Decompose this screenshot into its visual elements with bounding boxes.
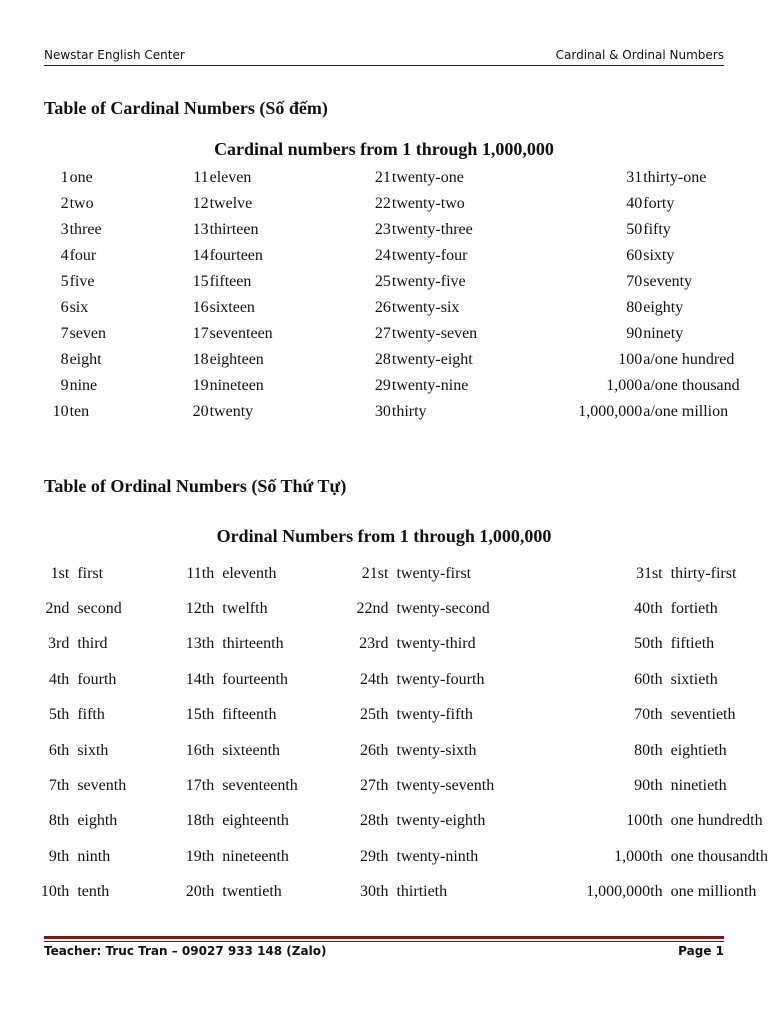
ordinal-word: tenth	[77, 883, 110, 901]
ordinal-number: 28th	[360, 812, 389, 830]
cardinal-number: 1	[60, 169, 69, 186]
cardinal-number: 30	[374, 403, 391, 420]
cardinal-number: 7	[60, 325, 69, 342]
ordinal-word: ninth	[77, 847, 111, 865]
ordinal-number: 29th	[360, 847, 389, 865]
ordinal-number: 14th	[185, 670, 215, 688]
cardinal-row	[0, 295, 768, 321]
cardinal-row	[0, 373, 768, 399]
cardinal-word: twenty-four	[391, 247, 468, 264]
ordinal-word: twenty-second	[396, 600, 490, 618]
ordinal-number: 5th	[48, 706, 70, 724]
cardinal-number: 10	[52, 403, 69, 420]
cardinal-row	[0, 217, 768, 243]
ordinal-word: second	[77, 600, 122, 618]
ordinal-number: 2nd	[45, 600, 70, 618]
ordinal-number: 40th	[634, 600, 663, 618]
ordinal-number: 50th	[634, 635, 663, 653]
ordinal-number: 1,000,000th	[586, 883, 663, 901]
ordinal-number: 26th	[360, 741, 389, 759]
cardinal-word: twenty-eight	[391, 351, 473, 368]
footer-page-number: Page 1	[678, 944, 724, 958]
ordinal-word: seventieth	[670, 706, 736, 724]
cardinal-number: 4	[60, 247, 69, 264]
cardinal-section-heading: Table of Cardinal Numbers (Số đếm)	[44, 98, 328, 118]
ordinal-row	[0, 768, 768, 803]
cardinal-word: twenty-six	[391, 299, 460, 316]
ordinal-row	[0, 556, 768, 591]
header-center-name: Newstar English Center	[44, 48, 185, 62]
ordinal-number: 23rd	[359, 635, 389, 653]
cardinal-number: 8	[60, 351, 69, 368]
ordinal-word: nineteenth	[222, 847, 289, 865]
ordinal-word: twelfth	[222, 600, 268, 618]
footer-teacher-contact: Teacher: Truc Tran – 09027 933 148 (Zalo)	[44, 944, 327, 958]
cardinal-row	[0, 165, 768, 191]
ordinal-number: 20th	[185, 883, 215, 901]
ordinal-word: twenty-ninth	[396, 847, 479, 865]
cardinal-number: 21	[374, 169, 391, 186]
footer-divider-thick	[44, 936, 724, 939]
cardinal-word: twenty	[209, 403, 254, 420]
ordinal-number: 13th	[185, 635, 215, 653]
cardinal-number: 14	[192, 247, 209, 264]
ordinal-number: 21st	[361, 564, 389, 582]
cardinal-word: twenty-seven	[391, 325, 478, 342]
ordinal-number: 70th	[634, 706, 663, 724]
ordinal-number: 3rd	[47, 635, 70, 653]
cardinal-number: 20	[192, 403, 209, 420]
cardinal-word: thirty-one	[643, 169, 707, 186]
cardinal-word: nine	[69, 377, 98, 394]
cardinal-number: 23	[374, 221, 391, 238]
cardinal-word: fourteen	[209, 247, 263, 264]
cardinal-number: 28	[374, 351, 391, 368]
ordinal-row	[0, 804, 768, 839]
ordinal-number: 7th	[48, 777, 70, 795]
cardinal-number: 12	[192, 195, 209, 212]
cardinal-word: six	[69, 299, 89, 316]
cardinal-number: 29	[374, 377, 391, 394]
ordinal-number: 90th	[634, 777, 663, 795]
ordinal-number: 4th	[48, 670, 70, 688]
ordinal-number: 12th	[185, 600, 215, 618]
ordinal-number: 10th	[40, 883, 70, 901]
ordinal-numbers-table	[0, 556, 768, 910]
cardinal-number: 13	[192, 221, 209, 238]
cardinal-number: 1,000	[606, 377, 643, 394]
ordinal-number: 6th	[48, 741, 70, 759]
cardinal-number: 19	[192, 377, 209, 394]
page-footer	[44, 944, 724, 960]
cardinal-word: five	[69, 273, 95, 290]
ordinal-row	[0, 839, 768, 874]
cardinal-word: four	[69, 247, 97, 264]
ordinal-number: 27th	[360, 777, 389, 795]
ordinal-table-caption: Ordinal Numbers from 1 through 1,000,000	[216, 526, 552, 546]
cardinal-word: two	[69, 195, 94, 212]
ordinal-number: 24th	[360, 670, 389, 688]
ordinal-number: 80th	[634, 741, 663, 759]
cardinal-word: three	[69, 221, 102, 238]
ordinal-word: fiftieth	[670, 635, 715, 653]
cardinal-word: nineteen	[209, 377, 264, 394]
cardinal-word: thirteen	[209, 221, 259, 238]
cardinal-word: fifty	[643, 221, 671, 238]
ordinal-number: 9th	[48, 847, 70, 865]
cardinal-number: 6	[60, 299, 69, 316]
cardinal-number: 2	[60, 195, 69, 212]
ordinal-number: 60th	[634, 670, 663, 688]
ordinal-number: 16th	[185, 741, 215, 759]
ordinal-word: twenty-eighth	[396, 812, 486, 830]
cardinal-number: 31	[626, 169, 643, 186]
ordinal-number: 15th	[185, 706, 215, 724]
page-header	[44, 46, 724, 66]
header-divider	[44, 65, 724, 66]
ordinal-word: fifth	[77, 706, 105, 724]
cardinal-number: 1,000,000	[578, 403, 643, 420]
cardinal-number: 11	[193, 169, 209, 186]
ordinal-word: thirty-first	[670, 564, 737, 582]
cardinal-row	[0, 347, 768, 373]
cardinal-word: one	[69, 169, 93, 186]
ordinal-word: fourth	[77, 670, 117, 688]
cardinal-numbers-table	[0, 165, 768, 425]
cardinal-number: 3	[60, 221, 69, 238]
cardinal-number: 70	[626, 273, 643, 290]
cardinal-number: 40	[626, 195, 643, 212]
ordinal-word: seventeenth	[222, 777, 298, 795]
cardinal-word: twenty-three	[391, 221, 473, 238]
cardinal-number: 60	[626, 247, 643, 264]
cardinal-word: twenty-five	[391, 273, 466, 290]
cardinal-word: twenty-nine	[391, 377, 469, 394]
ordinal-word: one hundredth	[670, 812, 763, 830]
ordinal-number: 17th	[185, 777, 215, 795]
ordinal-word: twenty-fifth	[396, 706, 473, 724]
ordinal-word: fifteenth	[222, 706, 277, 724]
ordinal-word: seventh	[77, 777, 127, 795]
cardinal-word: eleven	[209, 169, 252, 186]
cardinal-row	[0, 269, 768, 295]
ordinal-word: eighteenth	[222, 812, 289, 830]
cardinal-number: 16	[192, 299, 209, 316]
cardinal-number: 90	[626, 325, 643, 342]
header-topic: Cardinal & Ordinal Numbers	[555, 48, 724, 62]
ordinal-number: 30th	[360, 883, 389, 901]
footer-divider-thin	[44, 941, 724, 942]
cardinal-word: twelve	[209, 195, 253, 212]
cardinal-word: a/one million	[643, 403, 729, 420]
ordinal-word: twenty-fourth	[396, 670, 485, 688]
ordinal-row	[0, 591, 768, 626]
cardinal-word: ten	[69, 403, 90, 420]
cardinal-number: 18	[192, 351, 209, 368]
ordinal-word: twenty-first	[396, 564, 472, 582]
ordinal-number: 25th	[360, 706, 389, 724]
ordinal-word: one millionth	[670, 883, 757, 901]
ordinal-row	[0, 698, 768, 733]
ordinal-word: eightieth	[670, 741, 727, 759]
cardinal-number: 26	[374, 299, 391, 316]
ordinal-number: 1st	[50, 564, 70, 582]
ordinal-word: eighth	[77, 812, 118, 830]
cardinal-word: seventy	[643, 273, 693, 290]
cardinal-row	[0, 243, 768, 269]
ordinal-word: twenty-sixth	[396, 741, 477, 759]
cardinal-word: fifteen	[209, 273, 252, 290]
cardinal-word: eighty	[643, 299, 684, 316]
cardinal-word: seven	[69, 325, 107, 342]
ordinal-row	[0, 662, 768, 697]
ordinal-row	[0, 875, 768, 910]
ordinal-number: 18th	[185, 812, 215, 830]
ordinal-word: eleventh	[222, 564, 277, 582]
cardinal-word: sixteen	[209, 299, 255, 316]
cardinal-row	[0, 321, 768, 347]
cardinal-word: ninety	[643, 325, 684, 342]
ordinal-number: 8th	[48, 812, 70, 830]
cardinal-table-caption: Cardinal numbers from 1 through 1,000,000	[214, 139, 554, 159]
cardinal-number: 27	[374, 325, 391, 342]
cardinal-number: 5	[60, 273, 69, 290]
cardinal-word: thirty	[391, 403, 427, 420]
ordinal-number: 1,000th	[614, 847, 663, 865]
cardinal-number: 100	[618, 351, 643, 368]
ordinal-word: twentieth	[222, 883, 282, 901]
cardinal-word: forty	[643, 195, 675, 212]
cardinal-word: seventeen	[209, 325, 273, 342]
ordinal-word: first	[77, 564, 104, 582]
ordinal-row	[0, 627, 768, 662]
cardinal-word: a/one thousand	[643, 377, 740, 394]
cardinal-number: 22	[374, 195, 391, 212]
cardinal-number: 80	[626, 299, 643, 316]
ordinal-word: sixtieth	[670, 670, 718, 688]
ordinal-section-heading: Table of Ordinal Numbers (Số Thứ Tự)	[44, 476, 347, 496]
cardinal-number: 25	[374, 273, 391, 290]
ordinal-word: fourteenth	[222, 670, 288, 688]
ordinal-number: 31st	[635, 564, 663, 582]
cardinal-word: eighteen	[209, 351, 264, 368]
ordinal-word: third	[77, 635, 108, 653]
ordinal-word: twenty-seventh	[396, 777, 495, 795]
cardinal-word: twenty-one	[391, 169, 464, 186]
ordinal-number: 11th	[186, 564, 215, 582]
cardinal-word: sixty	[643, 247, 675, 264]
ordinal-word: one thousandth	[670, 847, 768, 865]
ordinal-word: sixth	[77, 741, 109, 759]
ordinal-word: thirtieth	[396, 883, 448, 901]
cardinal-word: twenty-two	[391, 195, 465, 212]
ordinal-row	[0, 733, 768, 768]
cardinal-number: 17	[192, 325, 209, 342]
cardinal-number: 15	[192, 273, 209, 290]
ordinal-word: sixteenth	[222, 741, 281, 759]
ordinal-number: 100th	[626, 812, 663, 830]
cardinal-row	[0, 399, 768, 425]
ordinal-word: thirteenth	[222, 635, 284, 653]
ordinal-number: 19th	[185, 847, 215, 865]
cardinal-word: eight	[69, 351, 102, 368]
cardinal-word: a/one hundred	[643, 351, 735, 368]
ordinal-word: twenty-third	[396, 635, 476, 653]
ordinal-word: ninetieth	[670, 777, 727, 795]
cardinal-row	[0, 191, 768, 217]
ordinal-number: 22nd	[356, 600, 389, 618]
ordinal-word: fortieth	[670, 600, 718, 618]
cardinal-number: 9	[60, 377, 69, 394]
cardinal-number: 24	[374, 247, 391, 264]
cardinal-number: 50	[626, 221, 643, 238]
